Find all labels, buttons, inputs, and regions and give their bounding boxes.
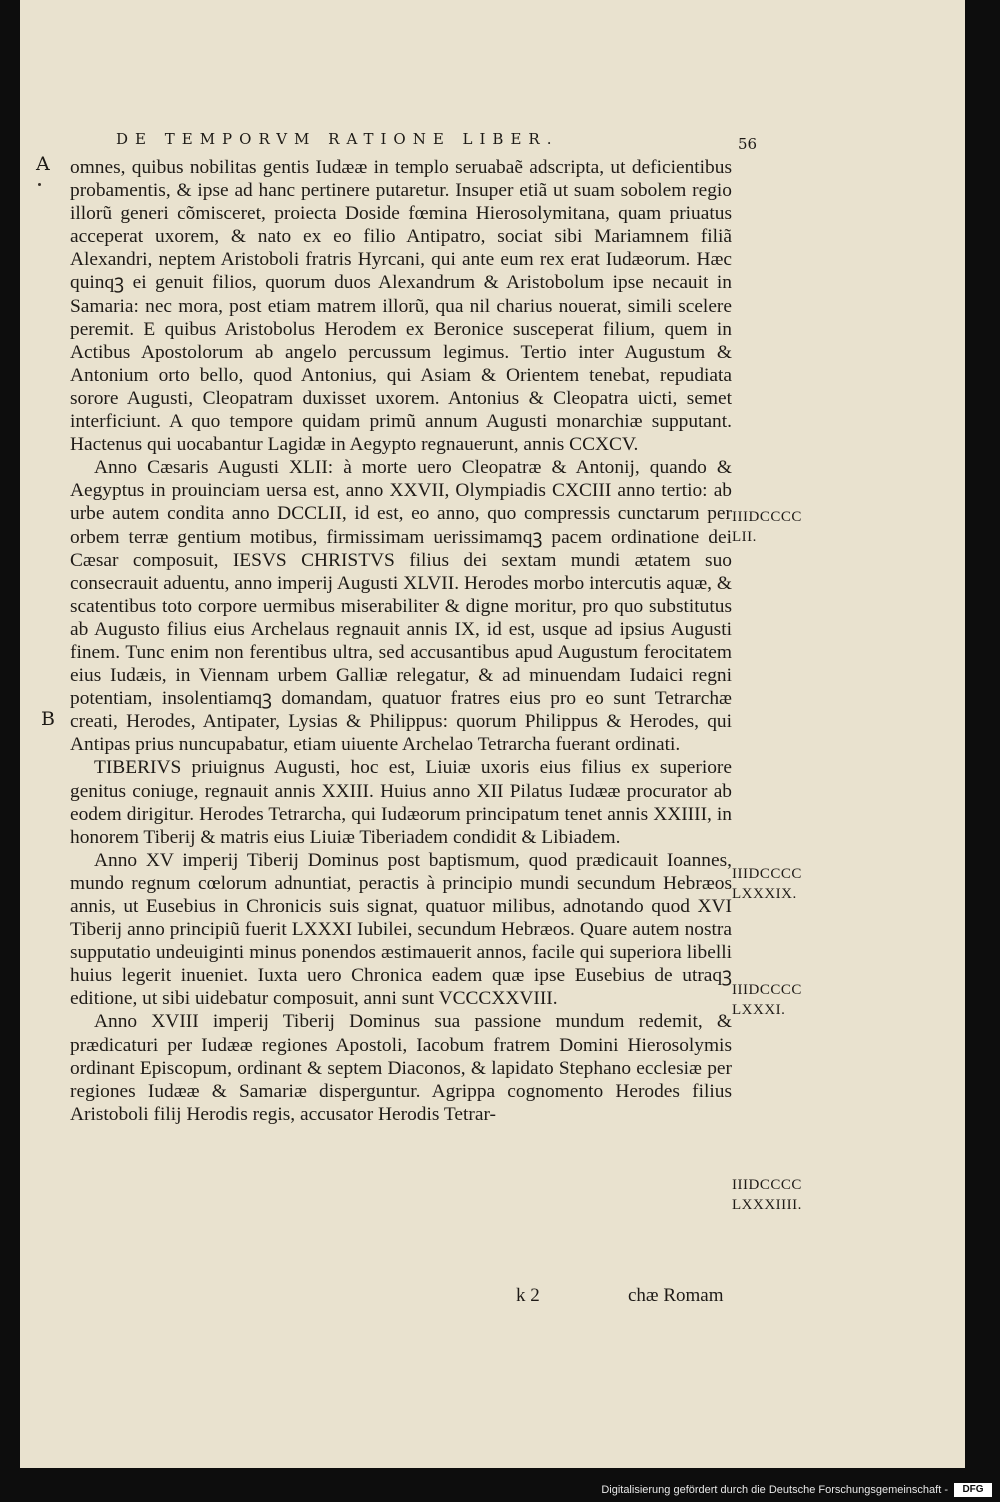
paragraph: TIBERIVS priuignus Augusti, hoc est, Liuiæ uxoris eius filius ex superiore genitus coniuge, regnauit annis XXIII. Huius anno XII Pilatus Iudææ procurator ab eodem dirigitur. Herodes Tetrarcha, qui Iudæorum principatum tenet annis XXIIII, in honorem Tiberij & matris eius Liuiæ Tiberiadem condidit & Libiadem.: [70, 757, 732, 848]
paragraph: Anno Cæsaris Augusti XLII: à morte uero Cleopatræ & Antonij, quando & Aegyptus in prouinciam uersa est, anno XXVII, Olympiadis CXCIII anno tertio: ab urbe autem condita anno DCCLII, id est, eo anno, quo compressis cunctarum per orbem terræ gentium motibus, firmissimam uerissimamqꝫ pacem ordinatione dei Cæsar composuit, IESVS CHRISTVS filius dei sextam mundi ætatem suo consecrauit aduentu, anno imperij Augusti XLVII. Herodes morbo intercutis aquæ, & scatentibus toto corpore uermibus miserabiliter & digne moritur, pro quo substitutus ab Augusto filius eius Archelaus regnauit annis IX, id est, usque ad ipsius Augusti finem. Tunc enim non ferentibus ultra, sed accusantibus apud Augustum ferocitatem eius Iudæis, in Viennam urbem Galliæ relegatur, & ad minuendam Iudaici regni potentiam, insolentiamqꝫ domandam, quatuor fratres eius pro eo sunt Tetrarchæ creati, Herodes, Antipater, Lysias & Philippus: quorum Philippus & Herodes, qui Antipas prius nuncupabatur, etiam uiuente Archelao Tetrarcha fuerant ordinati.: [70, 457, 732, 756]
section-letter-b: B: [41, 708, 55, 730]
margin-year: IIIDCCCC LXXXIIII.: [732, 1177, 802, 1213]
running-header: DE TEMPORVM RATIONE LIBER.: [116, 130, 559, 148]
book-page: [20, 0, 965, 1468]
paragraph: Anno XVIII imperij Tiberij Dominus sua passione mundum redemit, & prædicaturi per Iudææ regiones Apostoli, Iacobum fratrem Domini Hierosolymis ordinant Episcopum, ordinant & septem Diaconos, & lapidato Stephano ecclesiæ per regiones Iudææ & Samariæ disperguntur. Agrippa cognomento Herodes filius Aristoboli filij Herodis regis, accusator Herodis Tetrar-: [70, 1011, 732, 1125]
page-number: 56: [738, 135, 758, 153]
catchword: chæ Romam: [628, 1285, 724, 1306]
dfg-logo-icon: DFG: [954, 1483, 992, 1497]
margin-year: IIIDCCCC LXXXI.: [732, 982, 802, 1018]
margin-year: IIIDCCCC LXXXIX.: [732, 866, 802, 902]
paragraph: Anno XV imperij Tiberij Dominus post baptismum, quod prædicauit Ioannes, mundo regnum cœlorum adnuntiat, peractis à principio mundi secundum Hebræos annis, ut Eusebius in Chronicis suis signat, quatuor milibus, adnotando quod XVI Tiberij anno principiũ fuerit LXXXI Iubilei, secundum Hebræos. Quare autem nostra supputatio undeuiginti minus ponendos æstimauerit annos, facile qui superiora libelli huius legerit inueniet. Iuxta uero Chronica eadem quæ ipse Eusebius de utraqꝫ editione, ut sibi uidebatur composuit, anni sunt VCCCXXVIII.: [70, 849, 732, 1010]
body-text: [70, 156, 732, 1126]
margin-mark: [38, 183, 41, 186]
digitization-credit: Digitalisierung gefördert durch die Deutsche Forschungsgemeinschaft -: [601, 1484, 948, 1496]
margin-year: IIIDCCCC LII.: [732, 509, 802, 545]
paragraph: omnes, quibus nobilitas gentis Iudææ in templo seruabaẽ adscripta, ut deficientibus probamentis, & ipse ad hanc pertinere putaretur. Insuper etiã ut suam sobolem regio illorũ generi cõmisceret, proiecta Doside fœmina Hierosolymitana, quam priuatus acceperat uxorem, & nato ex eo filio Antipatro, sociat sibi Mariamnem filiã Alexandri, neptem Aristoboli fratris Hyrcani, qui ante eum rex erat Iudæorum. Hæc quinqꝫ ei genuit filios, quorum duos Alexandrum & Aristobolum ipse necauit in Samaria: nec mora, post etiam matrem illorũ, qua nil charius nouerat, simili scelere peremit. E quibus Aristobolus Herodem ex Beronice susceperat filium, quem in Actibus Apostolorum ab angelo percussum legimus. Tertio inter Augustum & Antonium orto bello, quod Antonius, qui Asiam & Orientem tenebat, repudiata sorore Augusti, Cleopatram duxisset uxorem. Antonius & Cleopatra uicti, semet interficiunt. A quo tempore quidam primũ annum Augusti monarchiæ supputant. Hactenus qui uocabantur Lagidæ in Aegypto regnauerunt, annis CCXCV.: [70, 157, 732, 456]
signature-mark: k 2: [516, 1285, 540, 1306]
section-letter-a: A: [36, 153, 50, 175]
